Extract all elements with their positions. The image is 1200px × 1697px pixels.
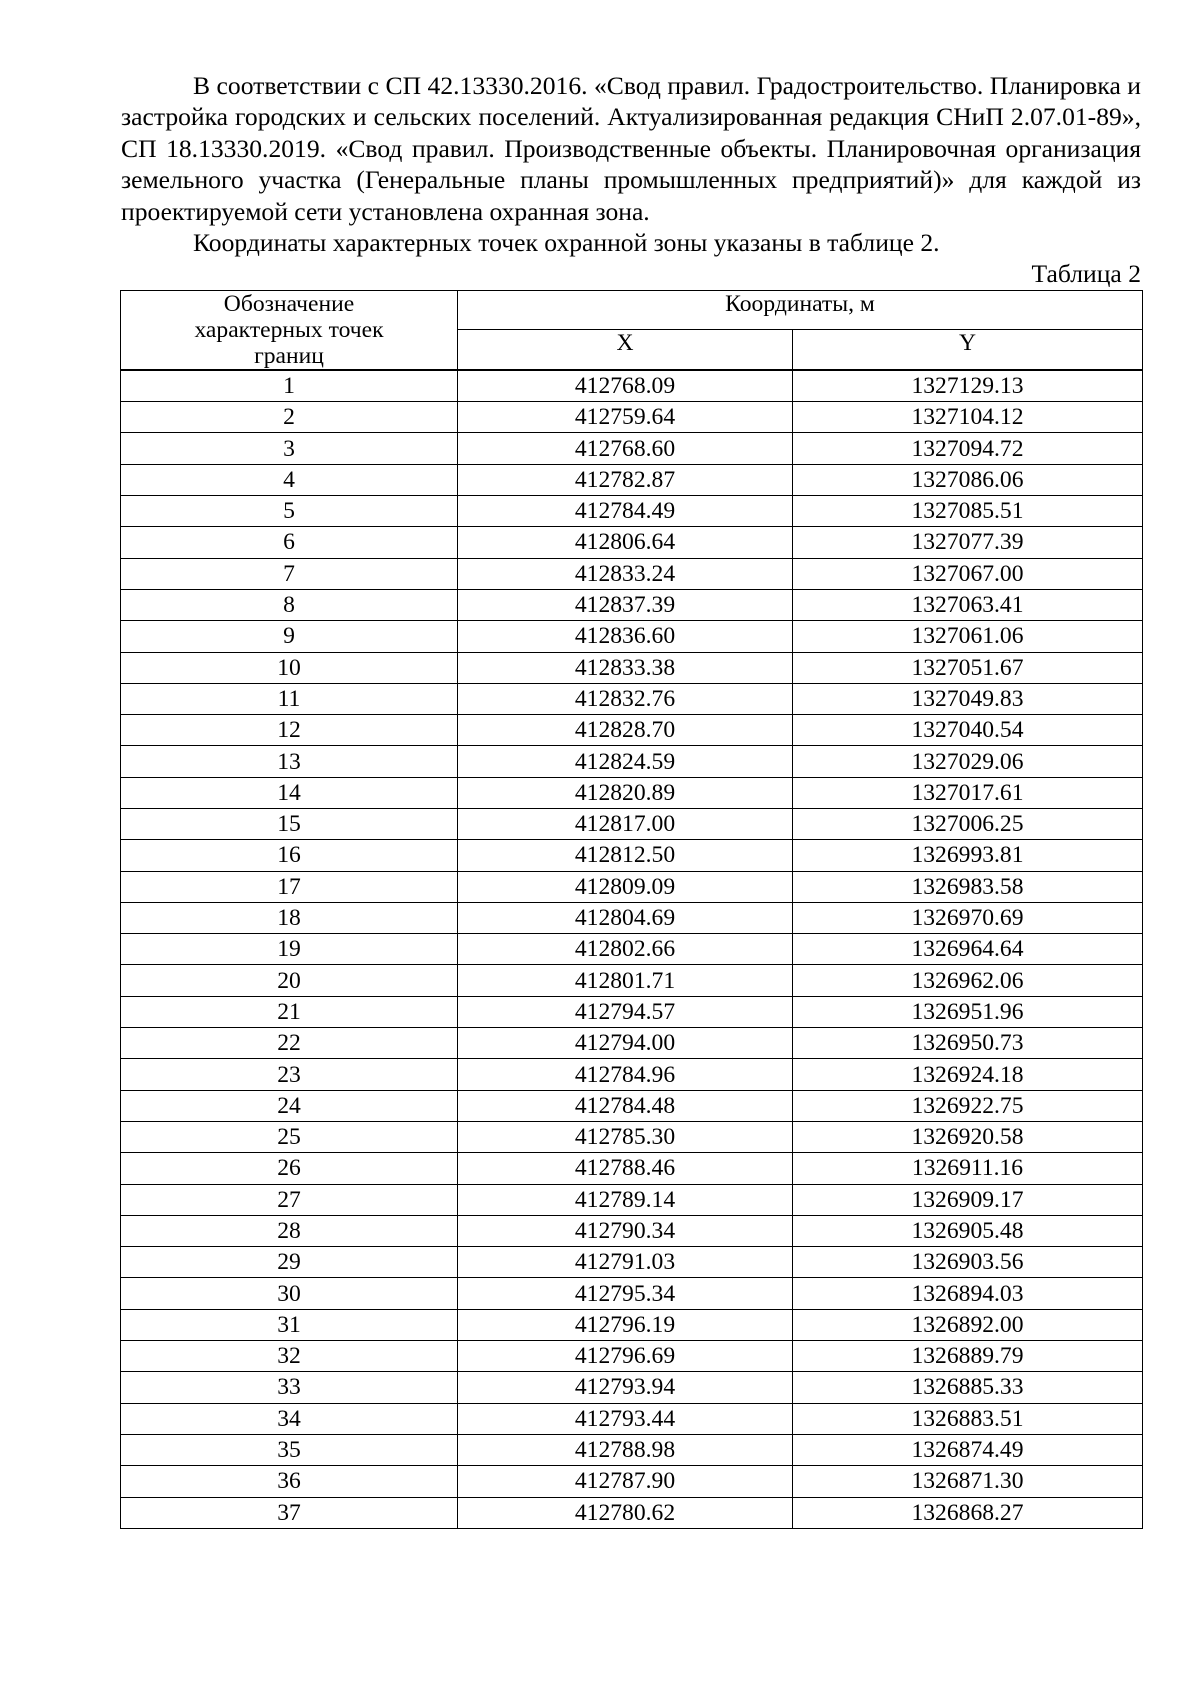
point-number-cell: 31 [121,1309,458,1340]
x-coordinate-cell: 412833.38 [458,652,793,683]
y-coordinate-cell: 1326905.48 [793,1215,1143,1246]
x-coordinate-cell: 412791.03 [458,1247,793,1278]
y-coordinate-cell: 1327029.06 [793,746,1143,777]
point-number-cell: 5 [121,496,458,527]
y-coordinate-cell: 1327063.41 [793,589,1143,620]
header-y: Y [793,330,1143,370]
x-coordinate-cell: 412782.87 [458,464,793,495]
table-row [121,433,1143,464]
table-row [121,965,1143,996]
x-coordinate-cell: 412768.09 [458,370,793,402]
x-coordinate-cell: 412788.98 [458,1434,793,1465]
table-body [121,370,1143,1528]
x-coordinate-cell: 412785.30 [458,1121,793,1152]
table-row [121,1403,1143,1434]
x-coordinate-cell: 412788.46 [458,1153,793,1184]
y-coordinate-cell: 1327067.00 [793,558,1143,589]
y-coordinate-cell: 1327040.54 [793,715,1143,746]
y-coordinate-cell: 1326911.16 [793,1153,1143,1184]
y-coordinate-cell: 1326922.75 [793,1090,1143,1121]
x-coordinate-cell: 412824.59 [458,746,793,777]
x-coordinate-cell: 412787.90 [458,1466,793,1497]
y-coordinate-cell: 1326883.51 [793,1403,1143,1434]
x-coordinate-cell: 412809.09 [458,871,793,902]
point-number-cell: 33 [121,1372,458,1403]
point-number-cell: 2 [121,402,458,433]
point-number-cell: 28 [121,1215,458,1246]
point-number-cell: 27 [121,1184,458,1215]
point-number-cell: 30 [121,1278,458,1309]
x-coordinate-cell: 412784.49 [458,496,793,527]
table-row [121,1184,1143,1215]
table-row [121,1372,1143,1403]
point-number-cell: 9 [121,621,458,652]
table-row [121,1215,1143,1246]
x-coordinate-cell: 412759.64 [458,402,793,433]
point-number-cell: 1 [121,370,458,402]
x-coordinate-cell: 412806.64 [458,527,793,558]
point-number-cell: 16 [121,840,458,871]
x-coordinate-cell: 412828.70 [458,715,793,746]
y-coordinate-cell: 1326950.73 [793,1028,1143,1059]
table-row [121,1090,1143,1121]
table-row [121,589,1143,620]
point-number-cell: 12 [121,715,458,746]
point-number-cell: 21 [121,996,458,1027]
x-coordinate-cell: 412784.96 [458,1059,793,1090]
point-number-cell: 3 [121,433,458,464]
table-row [121,402,1143,433]
y-coordinate-cell: 1327051.67 [793,652,1143,683]
point-number-cell: 34 [121,1403,458,1434]
x-coordinate-cell: 412796.69 [458,1341,793,1372]
x-coordinate-cell: 412793.94 [458,1372,793,1403]
point-number-cell: 32 [121,1341,458,1372]
x-coordinate-cell: 412794.57 [458,996,793,1027]
y-coordinate-cell: 1326964.64 [793,934,1143,965]
document-body [121,70,1141,1529]
table-row [121,840,1143,871]
table-row [121,1028,1143,1059]
table-row [121,464,1143,495]
point-number-cell: 26 [121,1153,458,1184]
table-row [121,902,1143,933]
point-number-cell: 25 [121,1121,458,1152]
point-number-cell: 11 [121,683,458,714]
y-coordinate-cell: 1327049.83 [793,683,1143,714]
point-number-cell: 29 [121,1247,458,1278]
x-coordinate-cell: 412820.89 [458,777,793,808]
table-row [121,1434,1143,1465]
point-number-cell: 19 [121,934,458,965]
y-coordinate-cell: 1327017.61 [793,777,1143,808]
y-coordinate-cell: 1326903.56 [793,1247,1143,1278]
table-row [121,746,1143,777]
y-coordinate-cell: 1327061.06 [793,621,1143,652]
x-coordinate-cell: 412801.71 [458,965,793,996]
point-number-cell: 18 [121,902,458,933]
x-coordinate-cell: 412837.39 [458,589,793,620]
point-number-cell: 17 [121,871,458,902]
x-coordinate-cell: 412793.44 [458,1403,793,1434]
x-coordinate-cell: 412802.66 [458,934,793,965]
table-row [121,1059,1143,1090]
y-coordinate-cell: 1326871.30 [793,1466,1143,1497]
table-row [121,777,1143,808]
table-row [121,1497,1143,1528]
y-coordinate-cell: 1326962.06 [793,965,1143,996]
x-coordinate-cell: 412796.19 [458,1309,793,1340]
table-row [121,934,1143,965]
table-row [121,1153,1143,1184]
y-coordinate-cell: 1326951.96 [793,996,1143,1027]
header-x: X [458,330,793,370]
table-row [121,1247,1143,1278]
table-row [121,871,1143,902]
table-row [121,715,1143,746]
point-number-cell: 36 [121,1466,458,1497]
y-coordinate-cell: 1326889.79 [793,1341,1143,1372]
y-coordinate-cell: 1326983.58 [793,871,1143,902]
table-row [121,370,1143,402]
table-row [121,1121,1143,1152]
y-coordinate-cell: 1326909.17 [793,1184,1143,1215]
y-coordinate-cell: 1326970.69 [793,902,1143,933]
x-coordinate-cell: 412836.60 [458,621,793,652]
y-coordinate-cell: 1327085.51 [793,496,1143,527]
table-row [121,1309,1143,1340]
table-row [121,809,1143,840]
x-coordinate-cell: 412768.60 [458,433,793,464]
point-number-cell: 4 [121,464,458,495]
x-coordinate-cell: 412794.00 [458,1028,793,1059]
table-row [121,683,1143,714]
y-coordinate-cell: 1326885.33 [793,1372,1143,1403]
point-number-cell: 35 [121,1434,458,1465]
y-coordinate-cell: 1327094.72 [793,433,1143,464]
y-coordinate-cell: 1326874.49 [793,1434,1143,1465]
point-number-cell: 8 [121,589,458,620]
point-number-cell: 14 [121,777,458,808]
x-coordinate-cell: 412795.34 [458,1278,793,1309]
x-coordinate-cell: 412804.69 [458,902,793,933]
y-coordinate-cell: 1326892.00 [793,1309,1143,1340]
y-coordinate-cell: 1326993.81 [793,840,1143,871]
y-coordinate-cell: 1327104.12 [793,402,1143,433]
point-number-cell: 15 [121,809,458,840]
x-coordinate-cell: 412817.00 [458,809,793,840]
table-row [121,1278,1143,1309]
coordinates-table [120,290,1143,1529]
x-coordinate-cell: 412784.48 [458,1090,793,1121]
x-coordinate-cell: 412780.62 [458,1497,793,1528]
y-coordinate-cell: 1326920.58 [793,1121,1143,1152]
table-caption: Таблица 2 [1031,259,1141,289]
x-coordinate-cell: 412789.14 [458,1184,793,1215]
point-number-cell: 7 [121,558,458,589]
table-row [121,996,1143,1027]
body-paragraph: В соответствии с СП 42.13330.2016. «Свод правил. Градостроительство. Планировка и застройка городских и сельских поселений. Актуализированная редакция СНиП 2.07.01-89», СП 18.13330.2019. «Свод правил. Производственные объекты. Планировочная организация земельного участка (Генеральные планы промышленных предприятий)» для каждой из проектируемой сети установлена охранная зона. [121,71,1141,226]
x-coordinate-cell: 412790.34 [458,1215,793,1246]
y-coordinate-cell: 1327129.13 [793,370,1143,402]
table-row [121,652,1143,683]
table-row [121,558,1143,589]
point-number-cell: 10 [121,652,458,683]
y-coordinate-cell: 1327086.06 [793,464,1143,495]
point-number-cell: 37 [121,1497,458,1528]
point-number-cell: 13 [121,746,458,777]
point-number-cell: 23 [121,1059,458,1090]
y-coordinate-cell: 1327006.25 [793,809,1143,840]
table-row [121,1466,1143,1497]
y-coordinate-cell: 1326868.27 [793,1497,1143,1528]
table-row [121,1341,1143,1372]
y-coordinate-cell: 1326894.03 [793,1278,1143,1309]
x-coordinate-cell: 412812.50 [458,840,793,871]
point-number-cell: 6 [121,527,458,558]
x-coordinate-cell: 412832.76 [458,683,793,714]
point-number-cell: 24 [121,1090,458,1121]
y-coordinate-cell: 1327077.39 [793,527,1143,558]
x-coordinate-cell: 412833.24 [458,558,793,589]
table-reference-paragraph: Координаты характерных точек охранной зоны указаны в таблице 2. [193,228,940,258]
table-row [121,621,1143,652]
header-coordinates: Координаты, м [458,290,1143,329]
y-coordinate-cell: 1326924.18 [793,1059,1143,1090]
header-point-designation: Обозначение характерных точек границ [121,290,458,370]
table-row [121,527,1143,558]
table-row [121,496,1143,527]
point-number-cell: 20 [121,965,458,996]
point-number-cell: 22 [121,1028,458,1059]
